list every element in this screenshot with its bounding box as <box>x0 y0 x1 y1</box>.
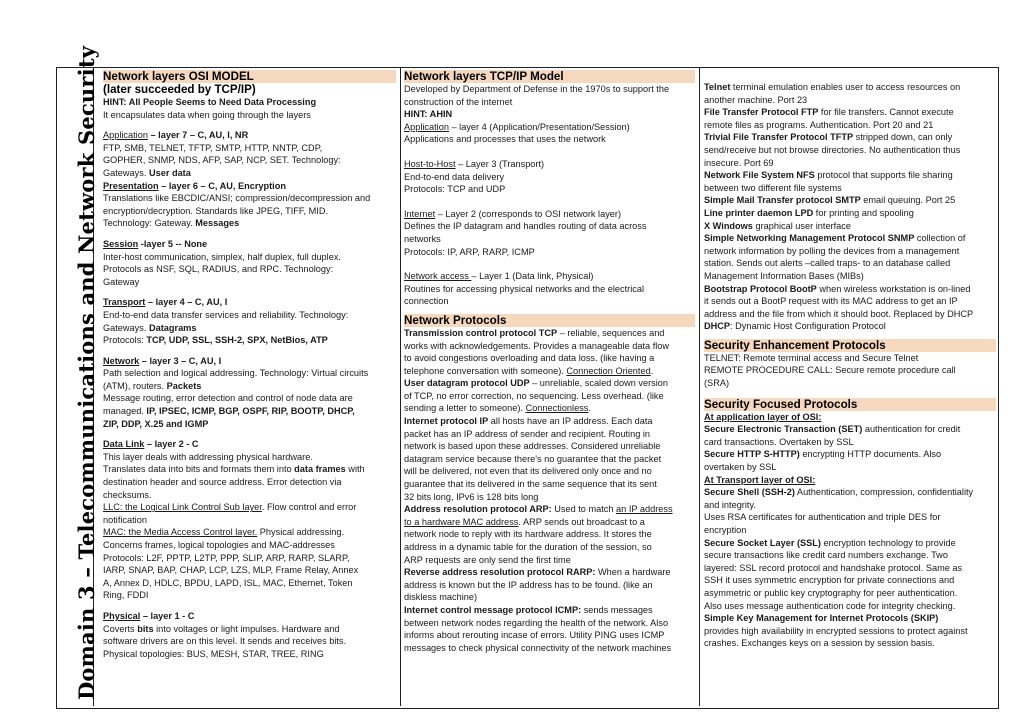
security-line: Secure HTTP S-HTTP) encrypting HTTP documents. Also <box>704 449 942 460</box>
security-line: Simple Key Management for Internet Protocols (SKIP) <box>704 613 939 624</box>
app-protocol-line: address and the file from which it should boot. Replaced by DHCP <box>704 308 974 319</box>
protocol-line: will be delivered, not even that its delivered only once and no <box>404 466 652 477</box>
tcpip-heading: Network layers TCP/IP Model <box>404 70 695 83</box>
osi-trans-line: Gateways. Datagrams <box>103 322 197 333</box>
tcpip-application-title: Application – layer 4 (Application/Presentation/Session) <box>404 121 630 132</box>
osi-sess-line: Inter-host communication, simplex, half duplex, full duplex. <box>103 251 341 262</box>
app-protocol-line: File Transfer Protocol FTP for file transfers. Cannot execute <box>704 107 954 118</box>
tcpip-line: Applications and processes that uses the network <box>404 134 606 145</box>
osi-session-title: Session -layer 5 -- None <box>103 238 208 249</box>
security-line: card transactions. Overtaken by SSL <box>704 436 854 447</box>
app-protocol-line: Bootstrap Protocol BootP when wireless workstation is on-lined <box>704 283 971 294</box>
osi-dl-line: This layer deals with addressing physical hardware. <box>103 451 313 462</box>
app-protocol-line: station. Sends out alerts –called traps- to an database called <box>704 258 951 269</box>
osi-app-line: Gateways. User data <box>103 167 191 178</box>
tcpip-netaccess-title: Network access – Layer 1 (Data link, Physical) <box>404 271 594 282</box>
osi-dl-line: checksums. <box>103 489 152 500</box>
osi-trans-line: Protocols: TCP, UDP, SSL, SSH-2, SPX, NetBios, ATP <box>103 335 328 346</box>
tcpip-line: networks <box>404 233 441 244</box>
osi-dl-line: Concerns frames, logical topologies and MAC-addresses <box>103 540 335 550</box>
security-line: and integrity. <box>704 499 756 510</box>
protocol-line: sending a letter to someone). Connectionless. <box>404 403 591 414</box>
security-column <box>704 81 996 650</box>
protocol-line: between network nodes regarding the health of the network. Also <box>404 617 669 628</box>
tcpip-line: construction of the internet <box>404 96 513 107</box>
security-line: Secure Socket Layer (SSL) encryption technology to provide <box>704 537 956 548</box>
osi-network-title: Network – layer 3 – C, AU, I <box>103 355 222 366</box>
security-line: REMOTE PROCEDURE CALL: Secure remote procedure call <box>704 365 956 376</box>
security-enhancement-heading: Security Enhancement Protocols <box>704 339 996 352</box>
app-protocol-line: send/receive but not browse directories. No authentication thus <box>704 144 961 155</box>
app-protocol-line: Telnet terminal emulation enables user to access resources on <box>704 82 961 92</box>
tcpip-host-title: Host-to-Host – Layer 3 (Transport) <box>404 158 545 169</box>
app-protocol-line: X Windows graphical user interface <box>704 220 851 231</box>
protocol-line: works with acknowledgements. Provides a manageable data flow <box>404 340 670 351</box>
osi-application-title: Application – layer 7 – C, AU, I, NR <box>103 130 249 141</box>
osi-dl-line: notification <box>103 514 147 525</box>
security-line: secure transactions like credit card numbers exchange. Two <box>704 550 948 561</box>
protocol-line: of TCP, no error correction, no sequencing. Less overhead. (like <box>404 390 664 401</box>
osi-pres-line: Translations like EBCDIC/ANSI; compression/decompression and <box>103 193 371 204</box>
security-line: provides high availability in encrypted sessions to protect against <box>704 625 968 636</box>
protocol-line: User datagram protocol UDP – unreliable, scaled down version <box>404 378 668 389</box>
osi-heading: Network layers OSI MODEL <box>103 70 396 83</box>
protocol-line: messages to check physical connectivity of the network machines <box>404 642 672 653</box>
app-protocol-line: Line printer daemon LPD for printing and spooling <box>704 207 914 218</box>
network-protocols-heading: Network Protocols <box>404 314 695 327</box>
osi-subheading: (later succeeded by TCP/IP) <box>103 83 256 96</box>
tcpip-line: Defines the IP datagram and handles routing of data across <box>404 221 647 232</box>
protocol-line: address in a dynamic table for the duration of the session, so <box>404 542 652 552</box>
osi-dl-line: MAC: the Media Access Control layer. Physical addressing. <box>103 527 345 538</box>
protocol-line: Internet control message protocol ICMP: sends messages <box>404 604 653 615</box>
app-protocol-line: Network File System NFS protocol that supports file sharing <box>704 170 953 181</box>
protocol-line: network is based upon these addresses. Considered unreliable <box>404 441 661 452</box>
osi-intro: It encapsulates data when going through the layers <box>103 109 311 120</box>
protocol-line: 32 bits long, IPv6 is 128 bits long <box>404 491 539 502</box>
osi-dl-line: A, Annex D, HDLC, BPDU, LAPD, ISL, MAC, Ethernet, Token <box>103 577 353 588</box>
app-protocol-line: remote files as programs. Authentication. Port 20 and 21 <box>704 119 934 130</box>
security-line: (SRA) <box>704 378 730 389</box>
protocol-line: Address resolution protocol ARP: Used to match an IP address <box>404 504 673 515</box>
protocol-line: ARP requests are only send the first time <box>404 554 571 565</box>
osi-dl-line: LLC: the Logical Link Control Sub layer. Flow control and error <box>103 502 357 513</box>
app-protocol-line: Simple Mail Transfer protocol SMTP email queuing. Port 25 <box>704 195 956 206</box>
osi-column <box>103 70 396 660</box>
protocol-line: guarantee that its delivered in the same sequence that its sent <box>404 479 657 490</box>
tcpip-line: Protocols: TCP and UDP <box>404 184 506 195</box>
tcpip-hint: HINT: AHIN <box>404 109 453 120</box>
osi-datalink-title: Data Link – layer 2 - C <box>103 439 199 450</box>
security-line: overtaken by SSL <box>704 462 777 473</box>
app-protocol-line: Management Information Bases (MIBs) <box>704 270 864 281</box>
side-title: Domain 3 – Telecommunications and Network Security <box>74 45 99 700</box>
tcpip-column <box>404 70 695 654</box>
security-line: encryption <box>704 525 747 535</box>
tcpip-line: connection <box>404 296 449 307</box>
security-line: Also uses message authentication code for integrity checking. <box>704 600 956 611</box>
app-protocol-line: Simple Networking Management Protocol SNMP collection of <box>704 233 966 244</box>
osi-app-line: FTP, SMB, TELNET, TFTP, SMTP, HTTP, NNTP, CDP, <box>103 142 323 153</box>
protocol-line: telephone conversation with someone). Connection Oriented. <box>404 365 654 376</box>
osi-net-line: ZIP, DDP, X.25 and IGMP <box>103 418 209 429</box>
protocol-line: packet has an IP address of sender and recipient. Routing in <box>404 428 651 439</box>
app-protocol-line: network information by polling the devices from a management <box>704 245 960 256</box>
security-focused-heading: Security Focused Protocols <box>704 398 996 411</box>
security-line: TELNET: Remote terminal access and Secure Telnet <box>704 352 919 363</box>
protocol-line: to avoid congestions overloading and data loss. (like having a <box>404 353 655 364</box>
protocol-line: diskless machine) <box>404 592 478 603</box>
osi-hint: HINT: All People Seems to Need Data Processing <box>103 97 317 107</box>
osi-net-line: managed. IP, IPSEC, ICMP, BGP, OSPF, RIP, BOOTP, DHCP, <box>103 406 355 417</box>
column-divider-1 <box>400 68 401 706</box>
osi-net-line: Message routing, error detection and control of node data are <box>103 393 353 404</box>
protocol-line: Reverse address resolution protocol RARP: When a hardware <box>404 567 671 578</box>
osi-pres-line: Technology: Gateway. Messages <box>103 218 240 229</box>
app-protocol-line: between two different file systems <box>704 182 842 193</box>
osi-dl-line: destination header and source address. Error detection via <box>103 477 342 488</box>
security-line: layered: SSL record protocol and handshake protocol. Same as <box>704 562 963 573</box>
security-line: crashes. Exchanges keys on a session by session basis. <box>704 638 935 649</box>
security-line: asymmetric or public key cryptography for peer authentication. <box>704 587 958 598</box>
column-divider-2 <box>699 68 700 706</box>
security-line: At application layer of OSI: <box>704 411 822 422</box>
osi-trans-line: End-to-end data transfer services and reliability. Technology: <box>103 309 349 320</box>
app-protocol-line: DHCP: Dynamic Host Configuration Protocol <box>704 321 886 332</box>
osi-sess-line: Gateway <box>103 276 140 287</box>
osi-dl-line: Protocols: L2F, PPTP, L2TP, PPP, SLIP, ARP, RARP, SLARP, <box>103 552 350 563</box>
osi-physical-title: Physical – layer 1 - C <box>103 610 195 621</box>
osi-net-line: (ATM), routers. Packets <box>103 380 202 391</box>
osi-dl-line: IARP, SNAP, BAP, CHAP, LCP, LZS, MLP, Frame Relay, Annex <box>103 565 359 576</box>
osi-presentation-title: Presentation – layer 6 – C, AU, Encryption <box>103 180 286 191</box>
protocol-line: to a hardware MAC address. ARP sends out broadcast to a <box>404 516 645 527</box>
osi-dl-line: Translates data into bits and formats them into data frames with <box>103 464 365 475</box>
security-line: Uses RSA certificates for authentication and triple DES for <box>704 512 941 523</box>
app-protocol-line: insecure. Port 69 <box>704 157 774 168</box>
osi-dl-line: Ring, FDDI <box>103 590 149 601</box>
osi-app-line: GOPHER, SNMP, NDS, AFP, SAP, NCP, SET. Technology: <box>103 155 341 166</box>
protocol-line: Transmission control protocol TCP – reliable, sequences and <box>404 327 665 338</box>
protocol-line: Internet protocol IP all hosts have an IP address. Each data <box>404 416 653 427</box>
osi-phy-line: Physical topologies: BUS, MESH, STAR, TREE, RING <box>103 648 324 659</box>
osi-phy-line: Coverts bits into voltages or light impulses. Hardware and <box>103 623 340 634</box>
protocol-line: network node to reply with its hardware address. It stores the <box>404 529 652 540</box>
tcpip-line: Protocols: IP, ARP, RARP, ICMP <box>404 246 535 257</box>
protocol-line: address is known but the IP address has to be found. (like an <box>404 579 653 590</box>
osi-phy-line: software drivers are on this level. It sends and receives bits. <box>103 636 347 647</box>
security-line: Secure Shell (SSH-2) Authentication, compression, confidentiality <box>704 487 974 498</box>
protocol-line: informs about rerouting incase of errors. Utility PING uses ICMP <box>404 630 665 641</box>
app-protocol-line: it sends out a BootP request with its MAC address to get an IP <box>704 296 958 307</box>
osi-sess-line: Protocols as NSF, SQL, RADIUS, and RPC. Technology: <box>103 264 334 275</box>
tcpip-internet-title: Internet – Layer 2 (corresponds to OSI network layer) <box>404 208 622 219</box>
protocol-line: datagram service because there's no guarantee that the packet <box>404 453 662 464</box>
osi-pres-line: encryption/decryption. Standards like JPEG, TIFF, MID. <box>103 205 329 216</box>
tcpip-line: End-to-end data delivery <box>404 171 505 182</box>
app-protocol-line: Trivial File Transfer Protocol TFTP stripped down, can only <box>704 132 953 143</box>
security-line: SSH it uses symmetric encryption for private connections and <box>704 575 955 586</box>
security-line: Secure Electronic Transaction (SET) authentication for credit <box>704 424 961 435</box>
tcpip-line: Developed by Department of Defense in the 1970s to support the <box>404 84 670 94</box>
security-line: At Transport layer of OSI: <box>704 474 816 485</box>
osi-net-line: Path selection and logical addressing. Technology: Virtual circuits <box>103 368 369 379</box>
tcpip-line: Routines for accessing physical networks and the electrical <box>404 283 645 294</box>
osi-transport-title: Transport – layer 4 – C, AU, I <box>103 297 228 308</box>
app-protocol-line: another machine. Port 23 <box>704 94 808 105</box>
